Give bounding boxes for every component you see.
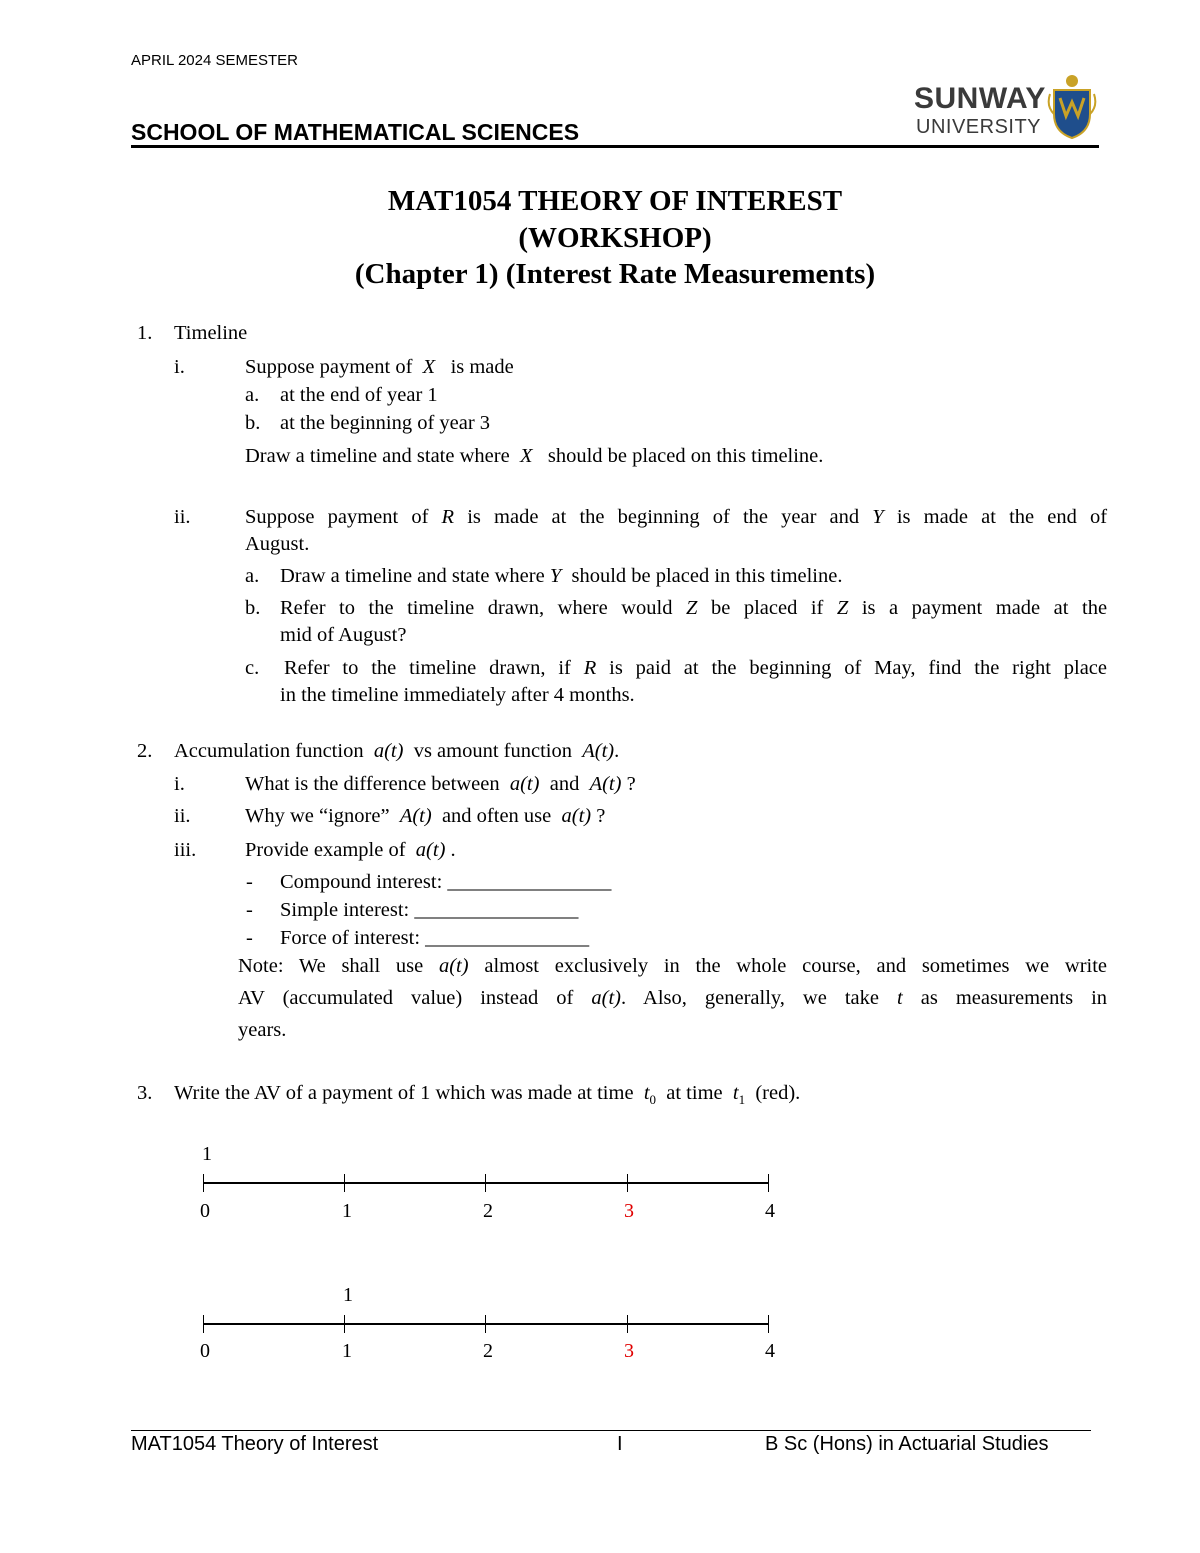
semester-label: APRIL 2024 SEMESTER <box>131 52 299 69</box>
timeline-1-tick-3 <box>627 1174 628 1192</box>
q1-i-a-text: at the end of year 1 <box>280 384 438 406</box>
timeline-1-tick-1 <box>344 1174 345 1192</box>
timeline-1-label-0: 0 <box>200 1200 210 1222</box>
q2-number: 2. <box>137 740 153 762</box>
timeline-1-tick-2 <box>485 1174 486 1192</box>
q1-ii-b-text-line2: mid of August? <box>280 624 407 646</box>
footer-course: MAT1054 Theory of Interest <box>131 1433 379 1455</box>
q1-ii-b-label: b. <box>245 597 261 619</box>
header-rule <box>131 145 1099 148</box>
q3-number: 3. <box>137 1082 153 1104</box>
q2-i-number: i. <box>174 773 185 795</box>
page-title: MAT1054 THEORY OF INTEREST <box>387 185 843 217</box>
timeline-1-payment-label: 1 <box>202 1143 212 1165</box>
q1-ii-c-label: c. <box>245 657 260 679</box>
timeline-2-tick-2 <box>485 1315 486 1333</box>
university-logo <box>914 72 1098 142</box>
q1-i-text: Suppose payment of X is made <box>245 356 514 378</box>
q2-ex3-force: Force of interest: ________________ <box>280 927 590 949</box>
timeline-1-label-2: 2 <box>483 1200 493 1222</box>
q1-ii-b-text-line1: Refer to the timeline drawn, where would Z be placed if Z is a payment made at the <box>280 597 1108 619</box>
timeline-1-axis <box>203 1182 769 1184</box>
q2-note-line2: AV (accumulated value) instead of a(t). Also, generally, we take t as measurements in <box>238 987 1108 1009</box>
timeline-2-label-3-red: 3 <box>624 1340 634 1362</box>
q2-ex1-compound: Compound interest: ________________ <box>280 871 612 893</box>
q3-text: Write the AV of a payment of 1 which was made at time $t_0$ at time $t_1$ (red). <box>174 1082 801 1108</box>
timeline-1-label-1: 1 <box>342 1200 352 1222</box>
q1-ii-c-text-line1: Refer to the timeline drawn, if R is paid at the beginning of May, find the right place <box>284 657 1107 679</box>
q1-i-a-label: a. <box>245 384 260 406</box>
timeline-2-tick-3 <box>627 1315 628 1333</box>
q2-ex2-dash: - <box>246 899 253 921</box>
footer-rule <box>131 1430 1091 1431</box>
q1-ii-c-text-line2: in the timeline immediately after 4 months. <box>280 684 635 706</box>
timeline-1-tick-4 <box>768 1174 769 1192</box>
page-subtitle: (WORKSHOP) <box>518 222 712 254</box>
q2-i-text: What is the difference between a(t) and A(t) ? <box>245 773 636 795</box>
q1-ii-text-line1: Suppose payment of R is made at the beginning of the year and Y is made at the end of <box>245 506 1108 528</box>
q1-i-draw-text: Draw a timeline and state where X should be placed on this timeline. <box>245 445 824 467</box>
timeline-2-tick-4 <box>768 1315 769 1333</box>
timeline-2 <box>0 1281 1200 1371</box>
timeline-2-label-2: 2 <box>483 1340 493 1362</box>
q2-ii-text: Why we “ignore” A(t) and often use a(t) ? <box>245 805 606 827</box>
timeline-2-tick-0 <box>203 1315 204 1333</box>
timeline-2-payment-label: 1 <box>343 1284 353 1306</box>
q2-iii-text: Provide example of a(t) . <box>245 839 456 861</box>
timeline-1-label-3-red: 3 <box>624 1200 634 1222</box>
timeline-1 <box>0 1140 1200 1230</box>
q1-i-b-text: at the beginning of year 3 <box>280 412 491 434</box>
q2-ii-number: ii. <box>174 805 191 827</box>
q1-ii-a-text: Draw a timeline and state where Y should be placed in this timeline. <box>280 565 843 587</box>
q1-ii-number: ii. <box>174 506 191 528</box>
crest-icon <box>1046 72 1098 140</box>
logo-word-sunway: SUNWAY <box>914 82 1046 115</box>
q1-i-b-label: b. <box>245 412 261 434</box>
q2-ex3-dash: - <box>246 927 253 949</box>
q2-title: Accumulation function a(t) vs amount function A(t). <box>174 740 620 762</box>
q1-title: Timeline <box>174 322 248 344</box>
timeline-1-tick-0 <box>203 1174 204 1192</box>
q1-i-number: i. <box>174 356 185 378</box>
school-name: SCHOOL OF MATHEMATICAL SCIENCES <box>131 119 580 145</box>
logo-word-university: UNIVERSITY <box>916 116 1042 138</box>
footer-programme: B Sc (Hons) in Actuarial Studies <box>765 1433 1049 1455</box>
timeline-2-label-0: 0 <box>200 1340 210 1362</box>
q1-ii-text-line2: August. <box>245 533 310 555</box>
q2-ex2-simple: Simple interest: ________________ <box>280 899 579 921</box>
timeline-2-label-1: 1 <box>342 1340 352 1362</box>
chapter-title: (Chapter 1) (Interest Rate Measurements) <box>354 258 876 290</box>
timeline-2-tick-1 <box>344 1315 345 1333</box>
q2-note-line3: years. <box>238 1019 287 1041</box>
q2-iii-number: iii. <box>174 839 197 861</box>
timeline-2-axis <box>203 1323 769 1325</box>
q1-number: 1. <box>137 322 153 344</box>
q2-ex1-dash: - <box>246 871 253 893</box>
q2-note-line1: Note: We shall use a(t) almost exclusively in the whole course, and sometimes we write <box>238 955 1108 977</box>
q1-ii-a-label: a. <box>245 565 260 587</box>
timeline-1-label-4: 4 <box>765 1200 775 1222</box>
footer-page-number: I <box>617 1433 623 1455</box>
timeline-2-label-4: 4 <box>765 1340 775 1362</box>
